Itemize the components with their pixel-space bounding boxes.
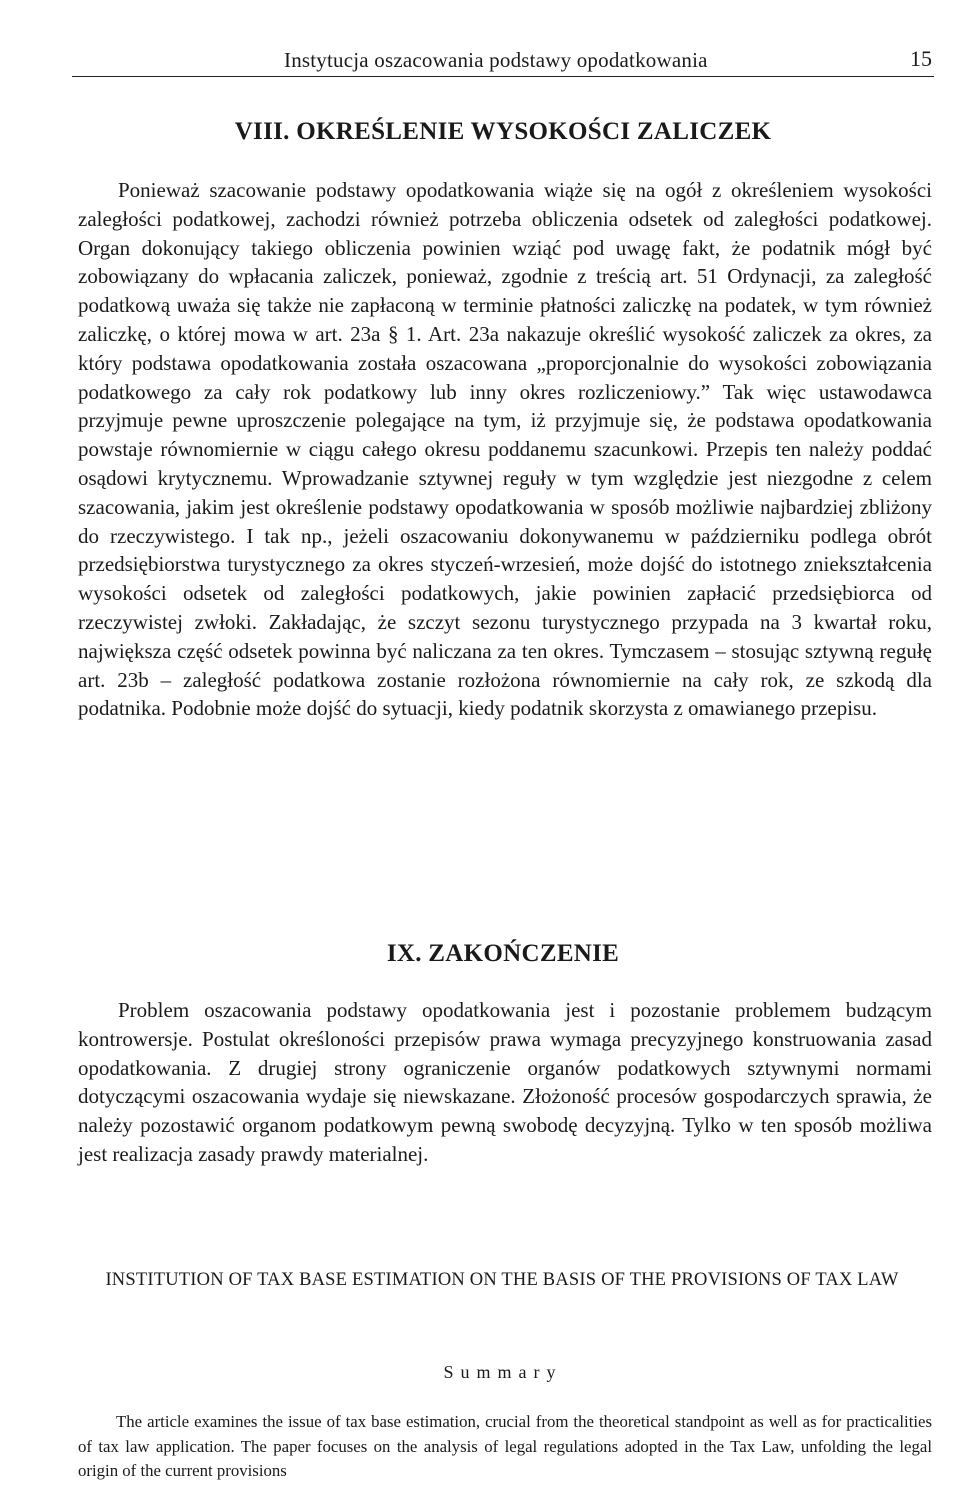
section-8-heading: VIII. OKREŚLENIE WYSOKOŚCI ZALICZEK (234, 118, 772, 145)
english-title: INSTITUTION OF TAX BASE ESTIMATION ON THE BASIS OF THE PROVISIONS OF TAX LAW (105, 1270, 899, 1290)
page-number: 15 (910, 46, 932, 71)
summary-paragraph: The article examines the issue of tax base estimation, crucial from the theoretical standpoint as well as for practicalities of tax law application. The paper focuses on the analysis of legal regulations adopted in the Tax Law, unfolding the legal origin of the current provisions (78, 1412, 932, 1480)
section-8-paragraph: Ponieważ szacowanie podstawy opodatkowania wiąże się na ogół z określeniem wysokości zaległości podatkowej, zachodzi również potrzeba obliczenia odsetek od zaległości podatkowej. Organ dokonujący takiego obliczenia powinien wziąć pod uwagę fakt, że podatnik mógł być zobowiązany do wpłacania zaliczek, ponieważ, zgodnie z treścią art. 51 Ordynacji, za zaległość podatkową uważa się także nie zapłaconą w terminie płatności zaliczkę na podatek, w tym również zaliczkę, o której mowa w art. 23a § 1. Art. 23a nakazuje określić wysokość zaliczek za okres, za który podstawa opodatkowania została oszacowana „proporcjonalnie do wysokości zobowiązania podatkowego za cały rok podatkowy lub inny okres rozliczeniowy.” Tak więc ustawodawca przyjmuje pewne uproszczenie polegające na tym, iż przyjmuje się, że podstawa opodatkowania powstaje równomiernie w ciągu całego okresu poddanemu szacunkowi. Przepis ten należy poddać osądowi krytycznemu. Wprowadzanie sztywnej reguły w tym względzie jest niezgodne z celem szacowania, jakim jest określenie podstawy opodatkowania w sposób możliwie najbardziej zbliżony do rzeczywistego. I tak np., jeżeli oszacowaniu dokonywanemu w październiku podlega obrót przedsiębiorstwa turystycznego za okres styczeń-wrzesień, może dojść do istotnego zniekształcenia wysokości odsetek od zaległości podatkowych, jakie powinien zapłacić przedsiębiorca od rzeczywistej zwłoki. Zakładając, że szczyt sezonu turystycznego przypada na 3 kwartał roku, największa część odsetek powinna być naliczana za ten okres. Tymczasem – stosując sztywną regułę art. 23b – zaległość podatkowa zostanie rozłożona równomiernie na cały rok, ze szkodą dla podatnika. Podobnie może dojść do sytuacji, kiedy podatnik skorzysta z omawianego przepisu. (78, 178, 932, 721)
section-9-paragraph: Problem oszacowania podstawy opodatkowania jest i pozostanie problemem budzącym kontrowersje. Postulat określoności przepisów prawa wymaga precyzyjnego konstruowania zasad opodatkowania. Z drugiej strony ograniczenie organów podatkowych sztywnymi normami dotyczącymi oszacowania wydaje się niewskazane. Złożoność procesów gospodarczych sprawia, że należy pozostawić organom podatkowym pewną swobodę decyzyjną. Tylko w ten sposób możliwa jest realizacja zasady prawdy materialnej. (78, 998, 932, 1166)
running-header (72, 46, 934, 77)
section-9-heading: IX. ZAKOŃCZENIE (386, 940, 620, 967)
running-title: Instytucja oszacowania podstawy opodatkowania (284, 48, 708, 72)
summary-label: Summary (443, 1362, 563, 1382)
